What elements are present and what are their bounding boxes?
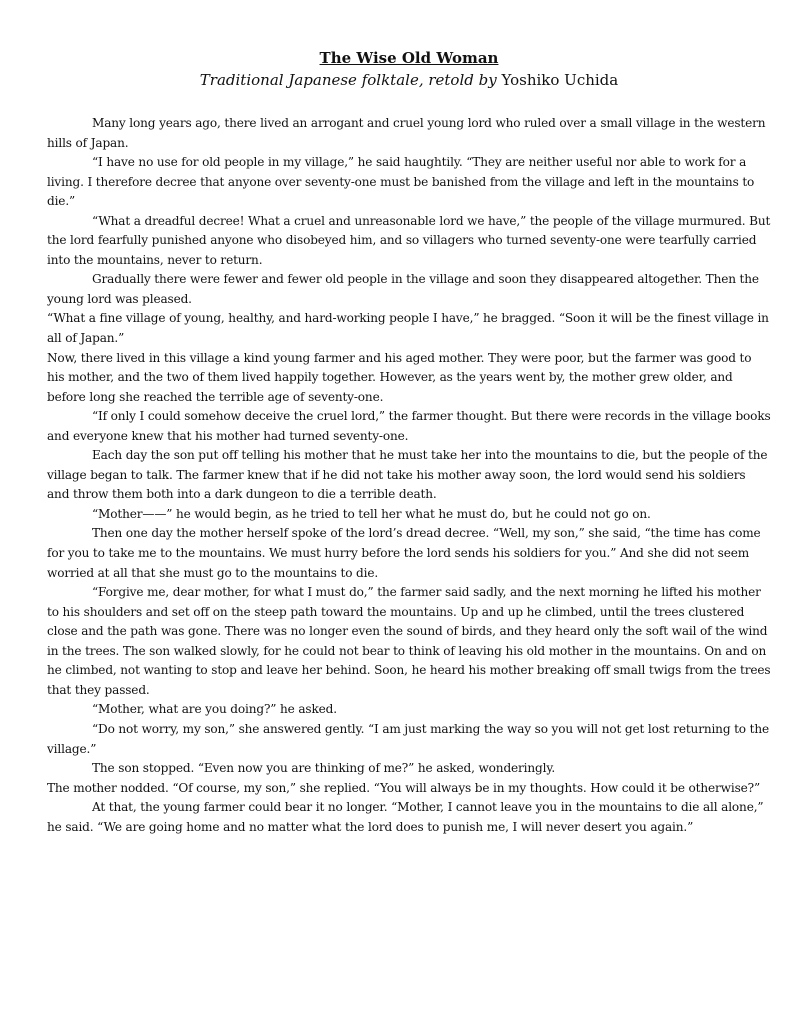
paragraph: “What a fine village of young, healthy, and hard-working people I have,” he bragged. “Soon it will be the finest village in all of Japan.” <box>47 311 769 346</box>
paragraph: “I have no use for old people in my village,” he said haughtily. “They are neither useful nor able to work for a living. I therefore decree that anyone over seventy-one must be banished from the village and left in the mountains to die.” <box>47 155 755 209</box>
paragraph: “Mother, what are you doing?” he asked. <box>92 702 337 717</box>
paragraph: “Forgive me, dear mother, for what I must do,” the farmer said sadly, and the next morning he lifted his mother to his shoulders and set off on the steep path toward the mountains. Up and up he climbed, until the trees clustered close and the path was gone. There was no longer even the sound of birds, and they heard only the soft wail of the wind in the trees. The son walked slowly, for he could not bear to think of leaving his old mother in the mountains. On and on he climbed, not wanting to stop and leave her behind. Soon, he heard his mother breaking off small twigs from the trees that they passed. <box>47 585 771 697</box>
document-page <box>47 48 771 837</box>
title-block <box>47 48 771 92</box>
story-body <box>47 114 771 837</box>
paragraph: “Mother——” he would begin, as he tried to tell her what he must do, but he could not go on. <box>92 506 651 521</box>
paragraph: “What a dreadful decree! What a cruel and unreasonable lord we have,” the people of the village murmured. But the lord fearfully punished anyone who disobeyed him, and so villagers who turned seventy-one were tearfully carried into the mountains, never to return. <box>47 213 771 267</box>
paragraph: “Do not worry, my son,” she answered gently. “I am just marking the way so you will not get lost returning to the village.” <box>47 721 769 756</box>
paragraph: Many long years ago, there lived an arrogant and cruel young lord who ruled over a small village in the western hills of Japan. <box>47 116 766 150</box>
subtitle-author: Yoshiko Uchida <box>501 71 619 89</box>
paragraph: Each day the son put off telling his mother that he must take her into the mountains to die, but the people of the village began to talk. The farmer knew that if he did not take his mother away soon, the lord would send his soldiers and throw them both into a dark dungeon to die a terrible death. <box>47 448 768 502</box>
subtitle-description: Traditional Japanese folktale, retold by <box>199 71 497 89</box>
paragraph: The son stopped. “Even now you are thinking of me?” he asked, wonderingly. <box>92 761 556 776</box>
paragraph: “If only I could somehow deceive the cruel lord,” the farmer thought. But there were records in the village books and everyone knew that his mother had turned seventy-one. <box>47 409 771 443</box>
paragraph: Then one day the mother herself spoke of the lord’s dread decree. “Well, my son,” she said, “the time has come for you to take me to the mountains. We must hurry before the lord sends his soldiers for you.” And she did not seem worried at all that she must go to the mountains to die. <box>47 526 761 580</box>
paragraph: At that, the young farmer could bear it no longer. “Mother, I cannot leave you in the mountains to die all alone,” he said. “We are going home and no matter what the lord does to punish me, I will never desert you again.” <box>47 800 764 834</box>
paragraph: Now, there lived in this village a kind young farmer and his aged mother. They were poor, but the farmer was good to his mother, and the two of them lived happily together. However, as the years went by, the mother grew older, and before long she reached the terrible age of seventy-one. <box>47 350 752 404</box>
document-title: The Wise Old Woman <box>319 49 499 67</box>
paragraph: Gradually there were fewer and fewer old people in the village and soon they disappeared altogether. Then the young lord was pleased. <box>47 272 759 306</box>
paragraph: The mother nodded. “Of course, my son,” she replied. “You will always be in my thoughts. How could it be otherwise?” <box>47 780 760 795</box>
document-subtitle <box>47 68 771 92</box>
